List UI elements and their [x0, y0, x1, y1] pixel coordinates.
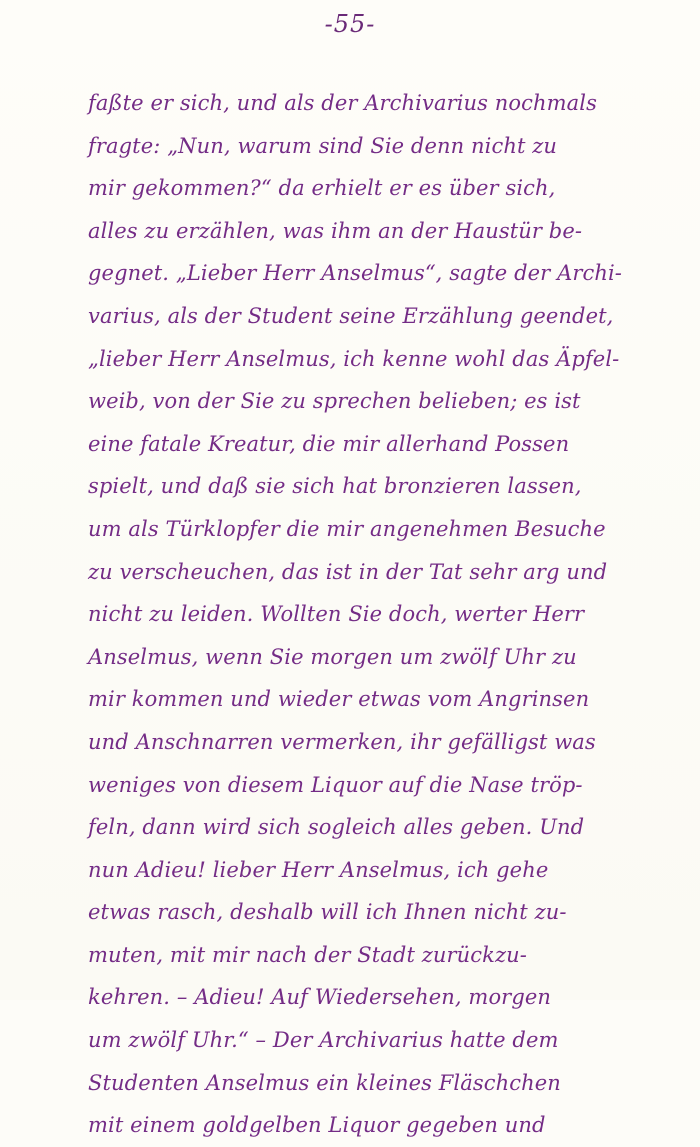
text-line: nicht zu leiden. Wollten Sie doch, werter Herr — [88, 602, 585, 627]
text-line: um als Türklopfer die mir angenehmen Besuche — [88, 516, 606, 541]
page-number: -55- — [324, 10, 376, 38]
text-line: eine fatale Kreatur, die mir allerhand Possen — [88, 431, 570, 456]
text-line: zu verscheuchen, das ist in der Tat sehr arg und — [88, 559, 608, 584]
text-line: kehren. – Adieu! Auf Wiedersehen, morgen — [88, 985, 552, 1010]
text-line: um zwölf Uhr.“ – Der Archivarius hatte dem — [88, 1028, 559, 1053]
handwritten-text-body — [88, 82, 658, 1147]
text-line: nun Adieu! lieber Herr Anselmus, ich gehe — [88, 857, 549, 882]
text-line: mir gekommen?“ da erhielt er es über sich, — [88, 176, 556, 201]
text-line: faßte er sich, und als der Archivarius nochmals — [88, 91, 597, 115]
text-line: feln, dann wird sich sogleich alles geben. Und — [88, 815, 585, 840]
text-line: weib, von der Sie zu sprechen belieben; es ist — [88, 389, 581, 414]
text-line: spielt, und daß sie sich hat bronzieren lassen, — [88, 474, 582, 499]
text-line: weniges von diesem Liquor auf die Nase tröp- — [88, 772, 583, 797]
text-line: mir kommen und wieder etwas vom Angrinsen — [88, 687, 590, 712]
text-line: etwas rasch, deshalb will ich Ihnen nicht zu- — [88, 900, 567, 925]
text-line: und Anschnarren vermerken, ihr gefälligst was — [88, 729, 596, 754]
text-line: gegnet. „Lieber Herr Anselmus“, sagte der Archi- — [88, 261, 622, 286]
text-line: varius, als der Student seine Erzählung geendet, — [88, 303, 614, 328]
text-line: fragte: „Nun, warum sind Sie denn nicht zu — [88, 133, 558, 158]
text-line: muten, mit mir nach der Stadt zurückzu- — [88, 942, 527, 967]
text-line: „lieber Herr Anselmus, ich kenne wohl das Äpfel- — [88, 346, 620, 371]
text-line: mit einem goldgelben Liquor gegeben und — [88, 1113, 546, 1138]
text-line: Anselmus, wenn Sie morgen um zwölf Uhr zu — [88, 644, 577, 669]
text-line: alles zu erzählen, was ihm an der Haustür be- — [88, 218, 583, 243]
text-line: Studenten Anselmus ein kleines Fläschchen — [88, 1070, 561, 1095]
